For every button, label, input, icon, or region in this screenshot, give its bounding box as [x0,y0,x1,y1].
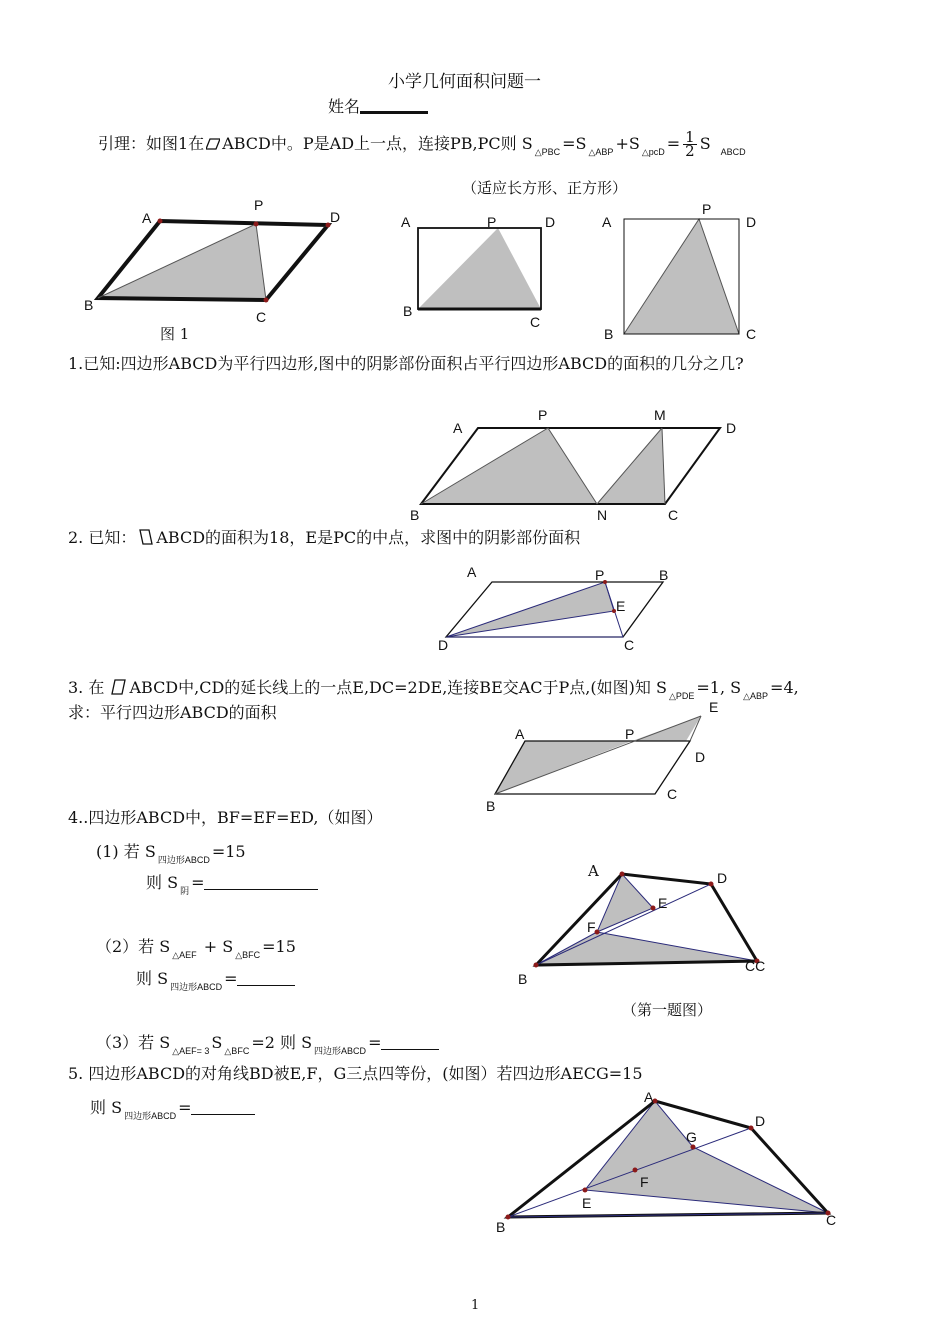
q4-p1-sub: 四边形ABCD [157,855,210,865]
label-P: P [625,726,635,742]
label-A: A [644,1089,654,1105]
label-D: D [695,749,706,765]
lemma-plus: +S [615,134,640,153]
label-B: B [84,297,94,313]
label-A: A [142,210,152,226]
lemma-mid: ABCD中。P是AD上一点，连接PB,PC则 S [222,134,533,153]
fraction-denominator: 2 [685,142,695,160]
label-E: E [658,895,668,911]
figure-q5 [496,1089,836,1235]
figure-q3 [486,699,718,814]
label-M: M [654,407,666,423]
q4-p2-c: =15 [262,937,296,956]
label-D: D [438,637,449,653]
label-D: D [545,214,556,230]
fraction-numerator: 1 [685,128,695,146]
q4-p2-d: 则 S [136,969,169,988]
lemma-eq2: = [666,134,681,153]
q4-p2-a: （2）若 S [96,937,171,956]
q3-sub-abp: △ABP [743,691,769,701]
q4-p3-sub3: 四边形ABCD [314,1046,367,1056]
label-A: A [401,214,411,230]
figure-q1 [410,407,736,523]
lemma-prefix: 引理：如图1在 [98,134,205,153]
label-C: C [746,326,757,342]
label-D: D [717,870,728,886]
q4-p3-sub2: △BFC [224,1046,250,1056]
q3-prefix: 3. 在 [68,678,110,697]
label-P: P [254,197,264,213]
q4-p1-c: 则 S [146,873,179,892]
label-F: F [587,919,596,935]
label-B: B [659,567,669,583]
q4-p1-a: (1) 若 S [96,842,156,861]
label-D: D [330,209,341,225]
q4-p3-a: （3）若 S [96,1033,171,1052]
figure-q4 [518,862,765,987]
label-B: B [496,1219,506,1235]
label-C: C [256,309,267,325]
label-B: B [518,971,528,987]
q4-p2-sub2: △BFC [235,950,261,960]
lemma-note: （适应长方形、正方形） [462,179,628,197]
label-A: A [453,420,463,436]
q5-sub: 四边形ABCD [124,1111,177,1121]
label-C: C [530,314,541,330]
label-C: C [624,637,635,653]
label-P: P [702,201,712,217]
label-P: P [487,214,497,230]
fig1-caption: 图 1 [160,325,190,343]
lemma-sub-pcd: △pcD [641,147,665,157]
lemma-eq1: =S [562,134,587,153]
q3-sub-pde: △PDE [668,691,695,701]
label-C: C [826,1212,837,1228]
question-4-head: 4..四边形ABCD中，BF=EF=ED,（如图） [68,808,383,827]
figure-1-rectangle [401,214,555,330]
label-CC: CC [745,958,766,974]
question-5: 5. 四边形ABCD的对角线BD被E,F，G三点四等份，(如图）若四边形AECG=15 [68,1064,643,1083]
q4-p3-b: S [211,1033,223,1052]
label-E: E [616,598,626,614]
q3-end: =4, [770,678,799,697]
lemma-s: S [699,134,711,153]
page-title: 小学几何面积问题一 [388,72,541,92]
q5-line2-s: 则 S [90,1098,123,1117]
q4-p1-d: = [191,873,205,892]
q4-p2-e: = [224,969,238,988]
q4-p2-b: + S [198,937,234,956]
figure-1-parallelogram [84,197,340,325]
label-P: P [538,407,548,423]
q4-p2-sub1: △AEF [172,950,197,960]
q4-p1-sub2: 阴 [180,886,190,896]
q5-eq: = [178,1098,192,1117]
label-F: F [640,1174,649,1190]
label-D: D [746,214,757,230]
lemma-sub-abcd: ABCD [720,147,746,157]
q2-prefix: 2. 已知： [68,528,137,547]
label-A: A [588,862,599,880]
label-A: A [515,726,525,742]
label-D: D [726,420,737,436]
label-B: B [410,507,420,523]
label-E: E [709,699,719,715]
q4-p2-sub3: 四边形ABCD [170,982,223,992]
q4-p3-d: = [368,1033,382,1052]
q4-p3-sub1: △AEF= 3 [172,1046,210,1056]
label-A: A [467,564,477,580]
label-B: B [403,303,413,319]
question-1: 1.已知:四边形ABCD为平行四边形,图中的阴影部份面积占平行四边形ABCD的面积的几分之几? [68,354,744,373]
label-G: G [686,1129,697,1145]
q4-p3-c: =2 则 S [251,1033,313,1052]
q4-caption: （第一题图） [622,1001,713,1019]
figure-1-square [602,201,756,342]
q4-p1-b: =15 [211,842,246,861]
label-B: B [486,798,496,814]
q3-text: ABCD中,CD的延长线上的一点E,DC=2DE,连接BE交AC于P点,(如图)知 S [129,678,667,697]
label-C: C [667,786,678,802]
label-N: N [597,507,608,523]
figure-q2 [438,564,668,653]
label-E: E [582,1195,592,1211]
page-number: 1 [471,1298,480,1313]
label-D: D [755,1113,766,1129]
lemma-sub-abp: △ABP [588,147,614,157]
label-P: P [595,567,605,583]
label-A: A [602,214,612,230]
question-3-line2: 求：平行四边形ABCD的面积 [68,703,277,722]
lemma-sub-pbc: △PBC [534,147,561,157]
label-B: B [604,326,614,342]
q2-text: ABCD的面积为18，E是PC的中点，求图中的阴影部份面积 [156,528,581,547]
label-C: C [668,507,679,523]
name-label: 姓名 [328,97,361,116]
q3-mid: =1, S [696,678,742,697]
